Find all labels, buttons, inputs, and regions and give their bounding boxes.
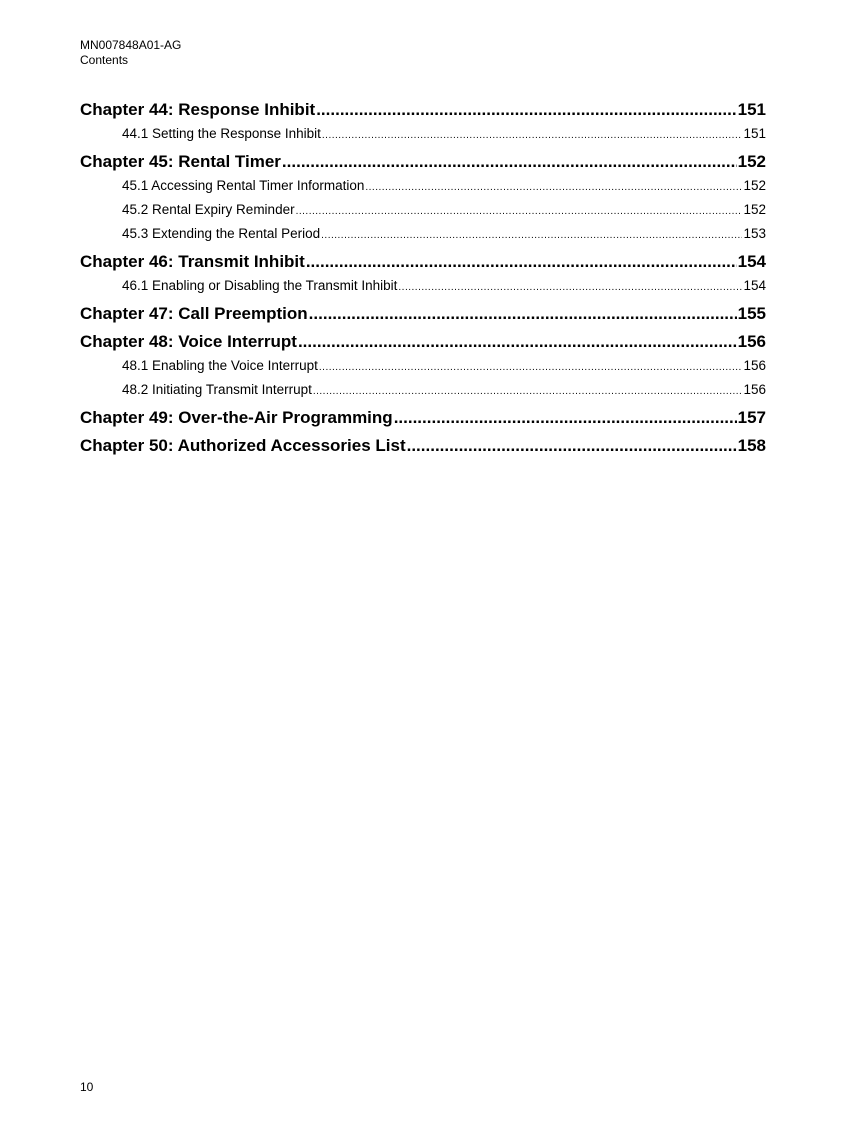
toc-entry-page: 151 bbox=[737, 100, 766, 119]
toc-entry-title: Chapter 44: Response Inhibit bbox=[80, 100, 316, 119]
toc-chapter-entry[interactable] bbox=[80, 330, 766, 354]
table-of-contents bbox=[80, 98, 766, 458]
toc-entry-title: 48.1 Enabling the Voice Interrupt bbox=[122, 358, 318, 373]
toc-entry-page: 158 bbox=[737, 436, 766, 455]
toc-entry-title: 44.1 Setting the Response Inhibit bbox=[122, 126, 321, 141]
toc-entry-title: 48.2 Initiating Transmit Interrupt bbox=[122, 382, 312, 397]
toc-entry-page: 152 bbox=[737, 152, 766, 171]
page-number: 10 bbox=[80, 1080, 94, 1094]
toc-entry-title: Chapter 48: Voice Interrupt bbox=[80, 332, 297, 351]
toc-dot-leader bbox=[316, 98, 736, 122]
toc-entry-page: 156 bbox=[737, 332, 766, 351]
toc-section-entry[interactable] bbox=[80, 174, 766, 198]
toc-entry-page: 152 bbox=[743, 202, 766, 217]
toc-entry-page: 156 bbox=[743, 358, 766, 373]
toc-section-entry[interactable] bbox=[80, 122, 766, 146]
toc-entry-page: 154 bbox=[743, 278, 766, 293]
toc-dot-leader bbox=[398, 274, 742, 298]
toc-entry-title: Chapter 47: Call Preemption bbox=[80, 304, 308, 323]
toc-section-entry[interactable] bbox=[80, 198, 766, 222]
toc-entry-title: Chapter 50: Authorized Accessories List bbox=[80, 436, 406, 455]
toc-dot-leader bbox=[407, 434, 737, 458]
toc-chapter-entry[interactable] bbox=[80, 434, 766, 458]
section-name: Contents bbox=[80, 53, 129, 67]
toc-entry-title: 46.1 Enabling or Disabling the Transmit Inhibit bbox=[122, 278, 398, 293]
toc-dot-leader bbox=[296, 198, 743, 222]
toc-dot-leader bbox=[282, 150, 737, 174]
toc-section-entry[interactable] bbox=[80, 222, 766, 246]
toc-entry-page: 154 bbox=[737, 252, 766, 271]
toc-entry-page: 157 bbox=[737, 408, 766, 427]
toc-dot-leader bbox=[322, 122, 743, 146]
toc-entry-title: Chapter 45: Rental Timer bbox=[80, 152, 281, 171]
toc-section-entry[interactable] bbox=[80, 354, 766, 378]
toc-chapter-entry[interactable] bbox=[80, 302, 766, 326]
toc-entry-page: 156 bbox=[743, 382, 766, 397]
toc-entry-page: 155 bbox=[737, 304, 766, 323]
toc-chapter-entry[interactable] bbox=[80, 250, 766, 274]
toc-entry-page: 153 bbox=[743, 226, 766, 241]
toc-chapter-entry[interactable] bbox=[80, 406, 766, 430]
toc-dot-leader bbox=[319, 354, 743, 378]
toc-entry-title: 45.3 Extending the Rental Period bbox=[122, 226, 321, 241]
toc-chapter-entry[interactable] bbox=[80, 150, 766, 174]
toc-chapter-entry[interactable] bbox=[80, 98, 766, 122]
toc-dot-leader bbox=[298, 330, 737, 354]
toc-entry-page: 151 bbox=[743, 126, 766, 141]
toc-dot-leader bbox=[309, 302, 737, 326]
toc-section-entry[interactable] bbox=[80, 274, 766, 298]
toc-section-entry[interactable] bbox=[80, 378, 766, 402]
toc-dot-leader bbox=[394, 406, 737, 430]
toc-entry-title: Chapter 46: Transmit Inhibit bbox=[80, 252, 305, 271]
toc-entry-title: 45.2 Rental Expiry Reminder bbox=[122, 202, 295, 217]
toc-dot-leader bbox=[321, 222, 742, 246]
toc-dot-leader bbox=[306, 250, 737, 274]
toc-dot-leader bbox=[313, 378, 743, 402]
toc-entry-title: 45.1 Accessing Rental Timer Information bbox=[122, 178, 365, 193]
document-id: MN007848A01-AG bbox=[80, 38, 182, 52]
toc-entry-page: 152 bbox=[743, 178, 766, 193]
page-header bbox=[80, 38, 181, 68]
toc-dot-leader bbox=[365, 174, 742, 198]
toc-entry-title: Chapter 49: Over-the-Air Programming bbox=[80, 408, 393, 427]
